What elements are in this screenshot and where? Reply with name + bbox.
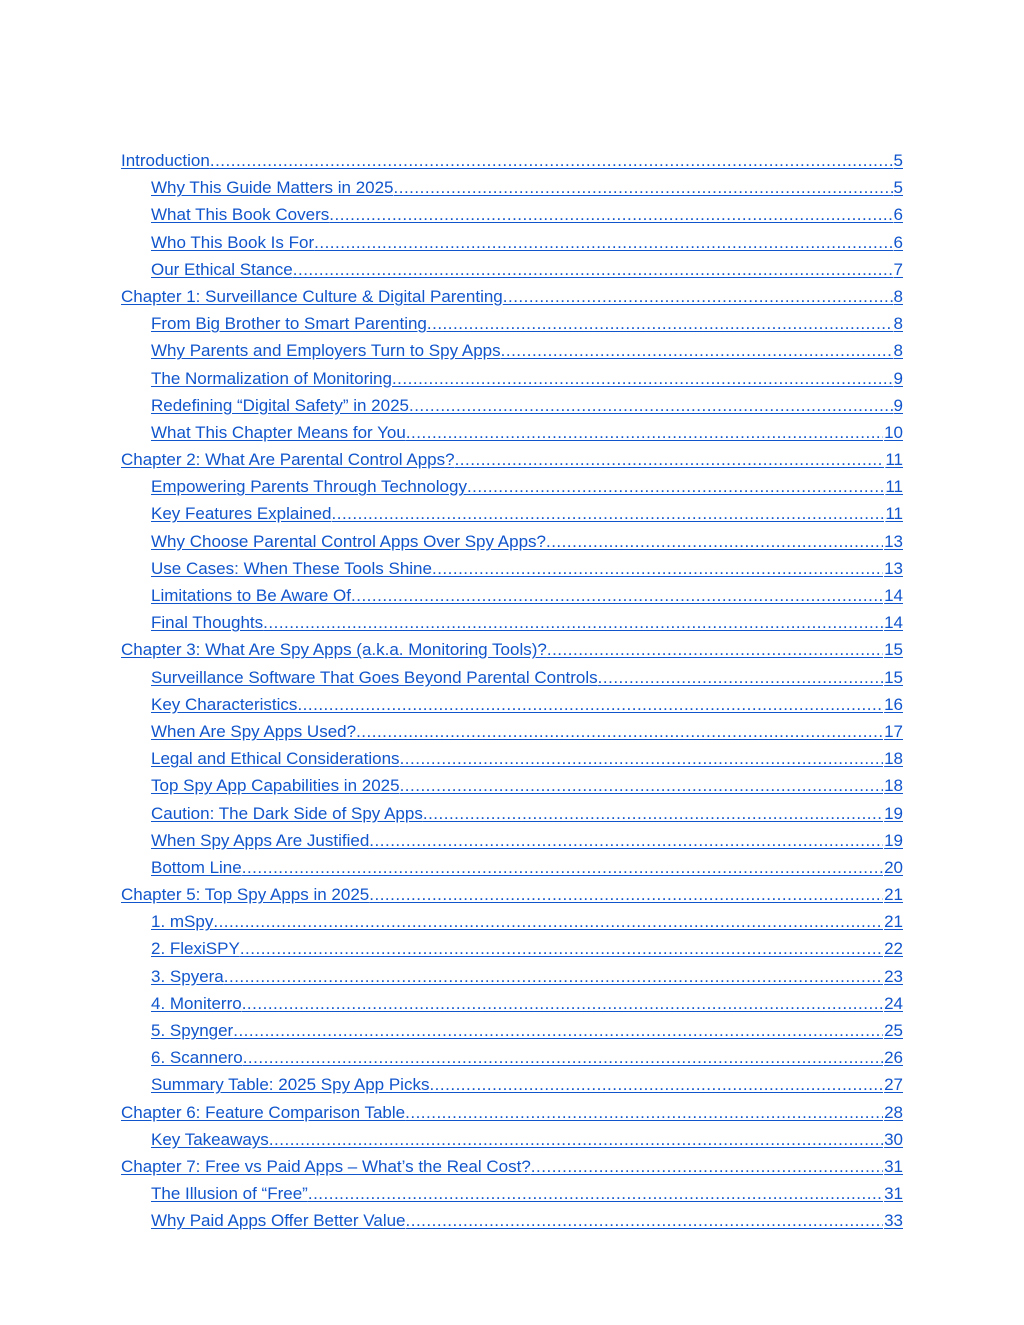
toc-subsection-link[interactable]	[121, 175, 903, 202]
toc-subsection-link[interactable]	[121, 474, 903, 501]
toc-subsection-link[interactable]	[121, 1018, 903, 1045]
toc-entry-title: Introduction	[121, 151, 210, 170]
toc-chapter-link[interactable]	[121, 1154, 903, 1181]
toc-page-number: 10	[884, 422, 903, 442]
toc-entry-title: Key Features Explained	[151, 504, 332, 524]
toc-dot-leader	[392, 366, 893, 392]
toc-dot-leader	[405, 1100, 883, 1126]
toc-entry-title: Our Ethical Stance	[151, 259, 293, 279]
toc-entry-title: 6. Scannero	[151, 1048, 243, 1068]
toc-entry-title: Top Spy App Capabilities in 2025	[151, 776, 400, 796]
toc-page-number: 31	[884, 1156, 903, 1176]
toc-chapter-link[interactable]	[121, 637, 903, 664]
toc-subsection-link[interactable]	[121, 801, 903, 828]
toc-page-number: 18	[884, 776, 903, 796]
toc-subsection-link[interactable]	[121, 1072, 903, 1099]
toc-dot-leader	[269, 1127, 883, 1153]
toc-dot-leader	[210, 148, 893, 174]
toc-page-number: 27	[884, 1075, 903, 1095]
toc-dot-leader	[406, 1208, 884, 1234]
toc-entry-title: Chapter 3: What Are Spy Apps (a.k.a. Monitoring Tools)?	[121, 640, 547, 660]
toc-page-number: 23	[884, 966, 903, 986]
toc-subsection-link[interactable]	[121, 583, 903, 610]
toc-dot-leader	[467, 474, 884, 500]
toc-page-number: 14	[884, 586, 903, 605]
toc-dot-leader	[243, 1045, 883, 1071]
toc-page-number: 11	[885, 477, 903, 497]
toc-chapter-link[interactable]	[121, 1100, 903, 1127]
toc-dot-leader	[351, 583, 883, 609]
toc-page-number: 6	[893, 232, 903, 252]
toc-entry-title: Final Thoughts	[151, 613, 264, 633]
toc-entry-title: Chapter 1: Surveillance Culture & Digital Parenting	[121, 286, 503, 306]
toc-page-number: 8	[893, 314, 903, 334]
toc-dot-leader	[547, 637, 883, 663]
toc-subsection-link[interactable]	[121, 665, 903, 692]
toc-subsection-link[interactable]	[121, 692, 903, 719]
toc-entry-title: The Normalization of Monitoring	[151, 368, 392, 388]
toc-subsection-link[interactable]	[121, 366, 903, 393]
toc-dot-leader	[455, 447, 885, 473]
toc-page-number: 28	[884, 1102, 903, 1122]
toc-entry-title: 2. FlexiSPY	[151, 939, 240, 959]
toc-dot-leader	[242, 991, 883, 1017]
toc-dot-leader	[598, 665, 883, 691]
toc-entry-title: Limitations to Be Aware Of	[151, 586, 352, 605]
toc-subsection-link[interactable]	[121, 311, 903, 338]
toc-entry-title: Who This Book Is For	[151, 232, 315, 252]
toc-entry-title: Why This Guide Matters in 2025	[151, 178, 394, 198]
toc-entry-title: When Spy Apps Are Justified	[151, 830, 370, 850]
toc-subsection-link[interactable]	[121, 257, 903, 284]
toc-entry-title: When Are Spy Apps Used?	[151, 721, 357, 741]
toc-page-number: 7	[893, 259, 903, 279]
toc-subsection-link[interactable]	[121, 719, 903, 746]
toc-entry-title: The Illusion of “Free”	[151, 1184, 308, 1204]
toc-dot-leader	[213, 909, 883, 935]
toc-page-number: 21	[884, 885, 903, 905]
toc-page-number: 21	[884, 912, 903, 932]
toc-dot-leader	[314, 230, 892, 256]
toc-page-number: 13	[884, 531, 903, 551]
toc-page-number: 8	[893, 286, 903, 306]
toc-dot-leader	[400, 746, 884, 772]
toc-dot-leader	[429, 1072, 883, 1098]
toc-entry-title: Surveillance Software That Goes Beyond Parental Controls	[151, 667, 598, 687]
toc-entry-title: From Big Brother to Smart Parenting	[151, 314, 427, 334]
toc-dot-leader	[423, 801, 883, 827]
toc-page-number: 30	[884, 1129, 903, 1149]
toc-subsection-link[interactable]	[121, 828, 903, 855]
toc-page-number: 11	[885, 504, 903, 524]
toc-dot-leader	[263, 610, 883, 636]
toc-dot-leader	[409, 393, 893, 419]
toc-page-number: 14	[884, 613, 903, 633]
toc-page-number: 11	[885, 450, 903, 470]
toc-dot-leader	[406, 420, 883, 446]
toc-subsection-link[interactable]	[121, 1208, 903, 1235]
toc-dot-leader	[297, 692, 883, 718]
toc-dot-leader	[394, 175, 893, 201]
toc-subsection-link[interactable]	[121, 556, 903, 583]
toc-dot-leader	[242, 855, 883, 881]
toc-entry-title: Why Paid Apps Offer Better Value	[151, 1211, 406, 1231]
toc-page-number: 25	[884, 1021, 903, 1040]
toc-entry-title: Why Parents and Employers Turn to Spy Apps	[151, 341, 501, 361]
toc-subsection-link[interactable]	[121, 964, 903, 991]
toc-entry-title: Use Cases: When These Tools Shine	[151, 558, 432, 578]
toc-subsection-link[interactable]	[121, 610, 903, 637]
toc-dot-leader	[308, 1181, 883, 1207]
toc-page-number: 20	[884, 857, 903, 877]
toc-dot-leader	[400, 773, 884, 799]
toc-subsection-link[interactable]	[121, 855, 903, 882]
toc-subsection-link[interactable]	[121, 746, 903, 773]
toc-subsection-link[interactable]	[121, 991, 903, 1018]
toc-page-number: 13	[884, 558, 903, 578]
toc-entry-title: Bottom Line	[151, 857, 242, 877]
toc-page-number: 16	[884, 694, 903, 714]
toc-page-number: 9	[893, 368, 903, 388]
toc-entry-title: Summary Table: 2025 Spy App Picks	[151, 1075, 430, 1095]
toc-entry-title: What This Book Covers	[151, 205, 330, 225]
toc-subsection-link[interactable]	[121, 338, 903, 365]
toc-page-number: 19	[884, 830, 903, 850]
toc-dot-leader	[369, 828, 883, 854]
toc-subsection-link[interactable]	[121, 1127, 903, 1154]
toc-dot-leader	[233, 1018, 883, 1044]
toc-subsection-link[interactable]	[121, 230, 903, 257]
toc-dot-leader	[332, 501, 885, 527]
toc-subsection-link[interactable]	[121, 202, 903, 229]
toc-page-number: 5	[893, 178, 903, 198]
toc-dot-leader	[503, 284, 893, 310]
toc-page-number: 22	[884, 939, 903, 959]
toc-entry-title: Redefining “Digital Safety” in 2025	[151, 395, 409, 415]
toc-dot-leader	[329, 202, 892, 228]
toc-chapter-link[interactable]	[121, 882, 903, 909]
toc-entry-title: Legal and Ethical Considerations	[151, 749, 400, 769]
toc-entry-title: Key Characteristics	[151, 694, 298, 714]
toc-dot-leader	[546, 529, 883, 555]
table-of-contents	[121, 148, 903, 1236]
toc-page-number: 31	[884, 1184, 903, 1204]
toc-page-number: 19	[884, 803, 903, 823]
toc-entry-title: 5. Spynger	[151, 1021, 234, 1040]
toc-entry-title: Why Choose Parental Control Apps Over Spy Apps?	[151, 531, 546, 551]
toc-dot-leader	[369, 882, 883, 908]
toc-subsection-link[interactable]	[121, 393, 903, 420]
toc-page-number: 8	[893, 341, 903, 361]
toc-page-number: 18	[884, 749, 903, 769]
toc-entry-title: Chapter 2: What Are Parental Control Apps?	[121, 450, 455, 470]
toc-entry-title: 4. Moniterro	[151, 993, 242, 1013]
toc-page-number: 24	[884, 993, 903, 1013]
toc-subsection-link[interactable]	[121, 909, 903, 936]
toc-page-number: 26	[884, 1048, 903, 1068]
toc-entry-title: Empowering Parents Through Technology	[151, 477, 467, 497]
toc-subsection-link[interactable]	[121, 501, 903, 528]
toc-entry-title: Chapter 6: Feature Comparison Table	[121, 1102, 406, 1122]
toc-entry-title: Chapter 7: Free vs Paid Apps – What’s the Real Cost?	[121, 1156, 531, 1176]
toc-chapter-link[interactable]	[121, 284, 903, 311]
toc-page-number: 5	[893, 151, 903, 170]
toc-chapter-link[interactable]	[121, 447, 903, 474]
toc-subsection-link[interactable]	[121, 1181, 903, 1208]
toc-dot-leader	[240, 936, 883, 962]
toc-entry-title: 1. mSpy	[151, 912, 214, 932]
toc-subsection-link[interactable]	[121, 529, 903, 556]
toc-entry-title: Key Takeaways	[151, 1129, 269, 1149]
toc-subsection-link[interactable]	[121, 936, 903, 963]
toc-page-number: 17	[884, 721, 903, 741]
toc-page-number: 15	[884, 640, 903, 660]
toc-entry-title: Chapter 5: Top Spy Apps in 2025	[121, 885, 370, 905]
toc-dot-leader	[427, 311, 893, 337]
toc-dot-leader	[356, 719, 883, 745]
toc-entry-title: What This Chapter Means for You	[151, 422, 406, 442]
toc-entry-title: Caution: The Dark Side of Spy Apps	[151, 803, 423, 823]
toc-page-number: 15	[884, 667, 903, 687]
toc-page-number: 33	[884, 1211, 903, 1231]
toc-page-number: 9	[893, 395, 903, 415]
toc-chapter-link[interactable]	[121, 148, 903, 175]
toc-dot-leader	[432, 556, 883, 582]
toc-dot-leader	[531, 1154, 883, 1180]
toc-subsection-link[interactable]	[121, 773, 903, 800]
toc-entry-title: 3. Spyera	[151, 966, 224, 986]
toc-page-number: 6	[893, 205, 903, 225]
toc-dot-leader	[501, 338, 893, 364]
toc-dot-leader	[224, 964, 883, 990]
toc-dot-leader	[293, 257, 893, 283]
toc-subsection-link[interactable]	[121, 1045, 903, 1072]
toc-subsection-link[interactable]	[121, 420, 903, 447]
